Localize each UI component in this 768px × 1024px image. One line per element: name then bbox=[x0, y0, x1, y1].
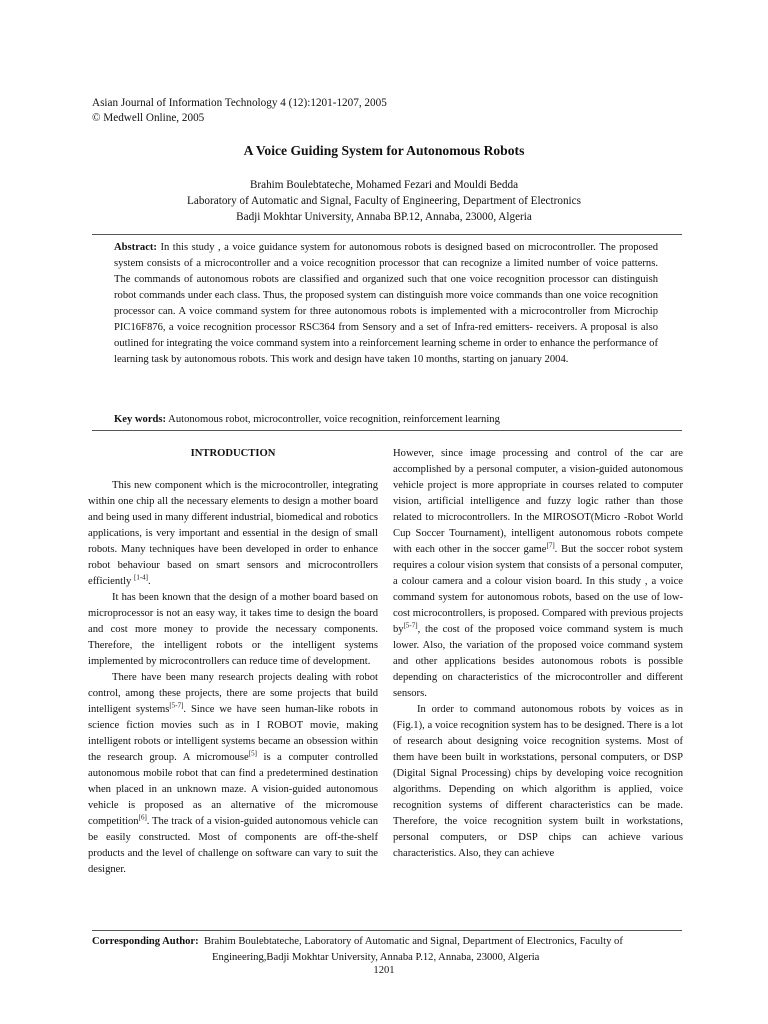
keywords-text: Autonomous robot, microcontroller, voice recognition, reinforcement learning bbox=[168, 414, 500, 425]
corresponding-author-label: Corresponding Author: bbox=[92, 936, 199, 947]
paper-title: A Voice Guiding System for Autonomous Robots bbox=[243, 143, 525, 158]
left-paragraph-1 bbox=[88, 478, 378, 590]
text-run: However, since image processing and control of the car are accomplished by a personal computer, a vision-guided autonomous vehicle project is more appropriate in courses related to computer vision, artificial intelligence and fuzzy logic rather than those related to microcontrollers. In the MIROSOT(Micro -Robot World Cup Soccer Tournament), intelligent autonomous robots compete with each other in the soccer game bbox=[393, 448, 683, 555]
corresponding-author-line-1: Brahim Boulebtateche, Laboratory of Automatic and Signal, Department of Electronics, Faculty of bbox=[203, 936, 623, 947]
citation-ref: [5] bbox=[248, 749, 257, 758]
abstract bbox=[114, 240, 658, 368]
right-paragraph-1 bbox=[393, 446, 683, 702]
corresponding-author-footer bbox=[92, 934, 688, 966]
journal-citation: Asian Journal of Information Technology 4 (12):1201-1207, 2005 bbox=[92, 97, 387, 109]
abstract-text: In this study , a voice guidance system for autonomous robots is designed based on microcontroller. The proposed system consists of a microcontroller and a voice recognition processor that can recognize a limited number of voice patterns. The commands of autonomous robots are classified and organized such that one voice recognition processor can distinguish robot commands under each class. Thus, the proposed system can distinguish more voice commands than one voice recognition processor can. A voice command system for three autonomous robots is implemented with a microcontroller from Microchip PIC16F876, a voice recognition processor RSC364 from Sensory and a set of Infra-red emitters- receivers. A proposal is also outlined for integrating the voice command system into a reinforcement learning scheme in order to enhance the performance of learning task by autonomous robots. This work and design have taken 10 months, starting on january 2004. bbox=[114, 242, 658, 365]
author-affiliation-2: Badji Mokhtar University, Annaba BP.12, Annaba, 23000, Algeria bbox=[236, 211, 532, 223]
text-run: This new component which is the microcontroller, integrating within one chip all the necessary elements to design a mother board and being used in many different industrial, biomedical and robotics applications, is very important and essential in the design of small robots. Many techniques have been developed in order to enhance robot behaviour based on smart sensors and microcontrollers efficiently bbox=[88, 480, 378, 587]
page-number: 1201 bbox=[373, 965, 395, 976]
journal-copyright: © Medwell Online, 2005 bbox=[92, 112, 205, 124]
text-run: . The track of a vision-guided autonomous vehicle can be easily constructed. Most of components are off-the-shelf products and the level of challenge on software can vary to suit the designer. bbox=[88, 816, 378, 875]
right-paragraph-2: In order to command autonomous robots by voices as in (Fig.1), a voice recognition system has to be designed. There is a lot of research about designing voice recognition systems. Most of them have been built in workstations, personal computers, or DSP (Digital Signal Processing) chips by developing voice recognition algorithms. Depending on which algorithm is applied, voice recognition systems of different characteristics can be made. Therefore, the voice recognition system built in workstations, personal computers, or DSP chips can achieve various characteristics. Also, they can achieve bbox=[393, 704, 683, 859]
abstract-label: Abstract: bbox=[114, 242, 157, 253]
citation-ref: [5-7] bbox=[403, 621, 418, 630]
journal-header bbox=[92, 96, 387, 126]
left-column bbox=[88, 446, 378, 878]
left-paragraph-3 bbox=[88, 670, 378, 878]
text-run: , the cost of the proposed voice command system is much lower. Also, the variation of the proposed voice command system and other applications besides autonomous robots is possible depending on characteristics of the microcontroller and different sensors. bbox=[393, 624, 683, 699]
text-run: . But the soccer robot system requires a colour vision system that consists of a personal computer, a colour camera and a colour vision board. In this study , a voice command system for autonomous robots, based on the use of low-cost microcontrollers, is proposed. Compared with previous projects by bbox=[393, 544, 684, 635]
footer-rule bbox=[92, 930, 682, 931]
citation-ref: [1-4] bbox=[134, 573, 148, 582]
keywords-bottom-rule bbox=[92, 430, 682, 431]
author-block bbox=[0, 177, 768, 225]
text-run: . Since we have seen human-like robots in science fiction movies such as in I ROBOT movie, making intelligent robots or intelligent systems became an obsession within the research group. A micromouse bbox=[88, 704, 378, 763]
right-column bbox=[393, 446, 683, 862]
text-run: is a computer controlled autonomous mobile robot that can find a predetermined destination when placed in an unknown maze. A vision-guided autonomous vehicle is proposed as an alternative of the micromouse competition bbox=[88, 752, 378, 827]
author-names: Brahim Boulebtateche, Mohamed Fezari and Mouldi Bedda bbox=[249, 179, 519, 191]
citation-ref: [7] bbox=[546, 541, 555, 550]
corresponding-author-line-2: Engineering,Badji Mokhtar University, Annaba P.12, Annaba, 23000, Algeria bbox=[212, 952, 540, 963]
keywords-label: Key words: bbox=[114, 414, 167, 425]
footer-line-1 bbox=[92, 934, 688, 950]
text-run: . bbox=[148, 576, 151, 587]
left-paragraph-2: It has been known that the design of a mother board based on microprocessor is not an easy way, it takes time to design the board and cost more money to provide the necessary components. Therefore, the intelligent robots or the intelligent systems implemented by microcontrollers can reduce time of development. bbox=[88, 592, 378, 667]
citation-ref: [6] bbox=[138, 813, 147, 822]
author-affiliation-1: Laboratory of Automatic and Signal, Faculty of Engineering, Department of Electronics bbox=[187, 195, 581, 207]
keywords bbox=[114, 414, 674, 425]
citation-ref: [5-7] bbox=[169, 701, 184, 710]
text-run: There have been many research projects dealing with robot control, among these projects, there are some projects that build intelligent systems bbox=[88, 672, 378, 715]
section-heading-introduction: INTRODUCTION bbox=[190, 448, 276, 459]
abstract-top-rule bbox=[92, 234, 682, 235]
